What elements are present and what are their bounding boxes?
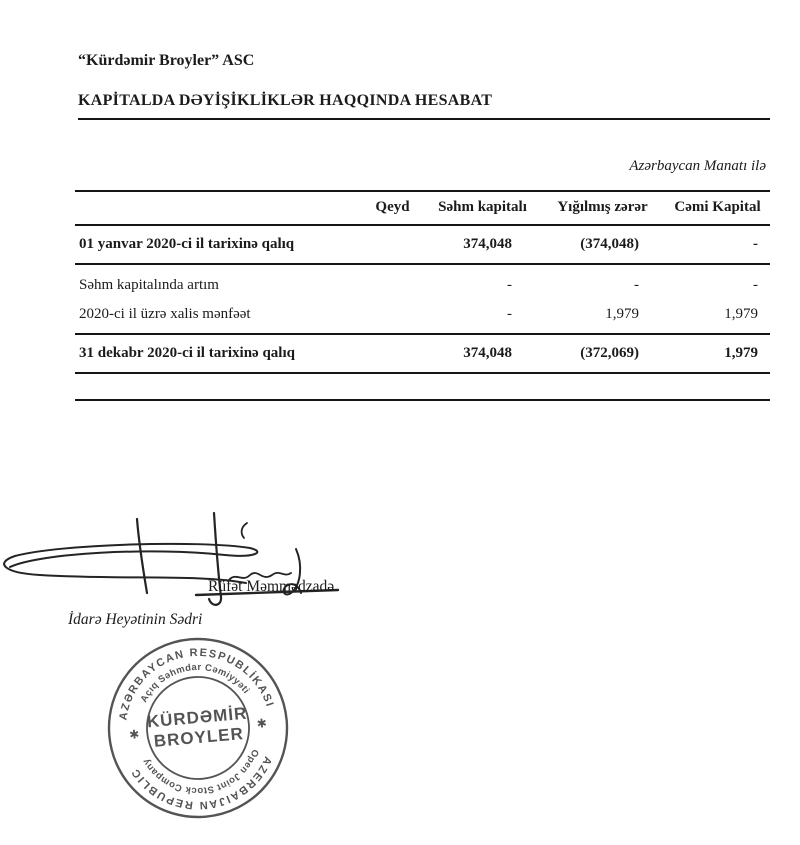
- signature-block: [0, 505, 360, 615]
- signature-name: Rüfət Məmmədzadə: [208, 578, 335, 595]
- table-row-opening-balance: [75, 225, 770, 264]
- cell-sehm-kapitali: -: [507, 277, 512, 294]
- star-icon: ✱: [256, 716, 268, 731]
- cell-cemi-kapital: 1,979: [724, 306, 758, 323]
- company-stamp: [94, 625, 302, 831]
- table-row-net-profit: [75, 300, 770, 334]
- row-label: Səhm kapitalında artım: [79, 277, 219, 294]
- cell-yigilmis-zerer: -: [634, 277, 639, 294]
- stamp-text-inner-bottom: Open Joint Stock Company: [140, 747, 261, 797]
- header-cell-cemi-kapital: Cəmi Kapital: [674, 199, 761, 215]
- stamp-center-line1: KÜRDƏMİR: [146, 703, 249, 732]
- table-header-row: [75, 191, 770, 225]
- row-label: 2020-ci il üzrə xalis mənfəət: [79, 306, 251, 323]
- total-double-rule: [75, 394, 770, 401]
- header-cell-sehm-kapitali: Səhm kapitalı: [438, 199, 527, 215]
- row-label: 01 yanvar 2020-ci il tarixinə qalıq: [79, 236, 295, 253]
- header-cell-yigilmis-zerer: Yığılmış zərər: [557, 199, 648, 215]
- report-title: KAPİTALDA DƏYİŞİKLİKLƏR HAQQINDA HESABAT: [78, 92, 770, 120]
- capital-changes-table: [75, 190, 770, 374]
- table-row-capital-increase: [75, 264, 770, 300]
- stamp-text-outer-bottom: AZERBAIJAN REPUBLIC: [128, 754, 274, 812]
- cell-qeyd: [360, 300, 425, 334]
- cell-cemi-kapital: 1,979: [724, 345, 758, 362]
- cell-sehm-kapitali: 374,048: [463, 236, 512, 253]
- handwritten-signature-icon: [0, 505, 360, 615]
- signer-title: İdarə Heyətinin Sədri: [68, 611, 203, 628]
- header-cell-label: [75, 191, 360, 225]
- header-cell-qeyd: Qeyd: [375, 199, 410, 215]
- cell-qeyd: [360, 334, 425, 373]
- table-row-closing-balance: [75, 334, 770, 373]
- cell-sehm-kapitali: 374,048: [463, 345, 512, 362]
- stamp-text-inner-top: Açıq Səhmdar Cəmiyyəti: [138, 661, 252, 705]
- stamp-text-outer-top: AZƏRBAYCAN RESPUBLİKASI: [117, 646, 276, 722]
- stamp-center-line2: BROYLER: [153, 724, 245, 751]
- cell-sehm-kapitali: -: [507, 306, 512, 323]
- row-label: 31 dekabr 2020-ci il tarixinə qalıq: [79, 345, 295, 362]
- cell-cemi-kapital: -: [753, 236, 758, 253]
- cell-yigilmis-zerer: 1,979: [605, 306, 639, 323]
- cell-yigilmis-zerer: (372,069): [580, 345, 639, 362]
- star-icon: ✱: [128, 727, 140, 742]
- company-name: “Kürdəmir Broyler” ASC: [78, 52, 255, 69]
- cell-cemi-kapital: -: [753, 277, 758, 294]
- currency-note: Azərbaycan Manatı ilə: [629, 158, 766, 174]
- cell-yigilmis-zerer: (374,048): [580, 236, 639, 253]
- cell-qeyd: [360, 225, 425, 264]
- cell-qeyd: [360, 264, 425, 300]
